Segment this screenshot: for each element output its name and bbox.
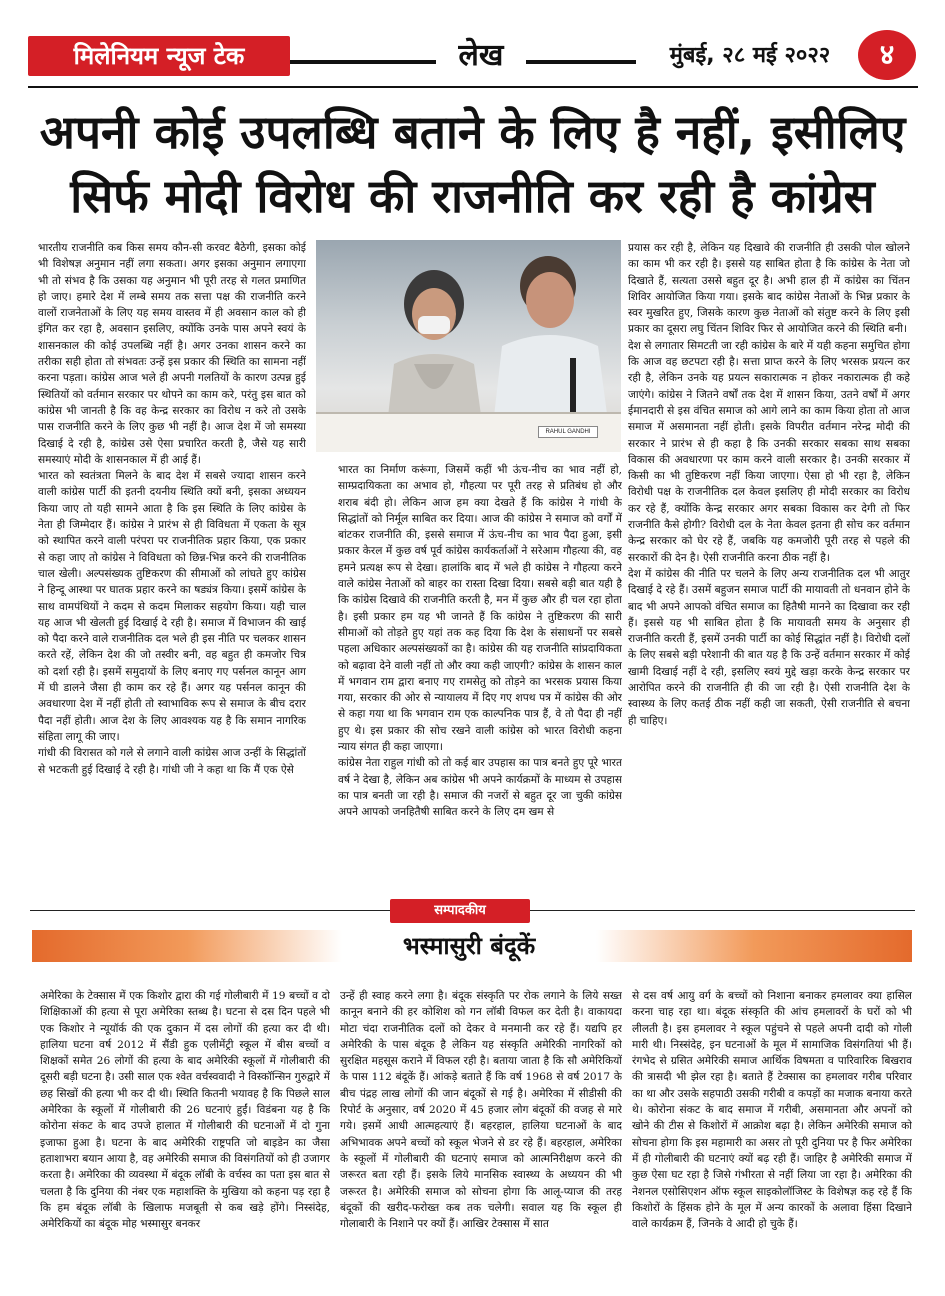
article-column-right	[628, 240, 910, 880]
paragraph: भारत का निर्माण करूंगा, जिसमें कहीं भी ऊंच-नीच का भाव नहीं हो, साम्प्रदायिकता का अभाव हो, गौहत्या पर पूरी तरह से प्रतिबंध हो और शराब बंदी हो। लेकिन आज हम क्या देखते हैं कि कांग्रेस ने गांधी के सिद्धांतों को निर्मूल साबित कर दिया। आज की कांग्रेस ने समाज को वर्गों में बांटकर राजनीति की, इससे समाज में ऊंच-नीच का भाव पैदा हुआ, इसी प्रकार केरल में कुछ वर्ष पूर्व कांग्रेस कार्यकर्ताओं ने सरेआम गौहत्या की, वह हमने प्रत्यक्ष रूप से देखा। हालांकि बाद में भले ही कांग्रेस ने गौहत्या करने वाले कांग्रेस नेताओं को बाहर का रास्ता दिखा दिया। सबसे बड़ी बात यही है कि कांग्रेस दिखावे की राजनीति करती है, मन में कुछ और ही चल रहा होता है। इसी प्रकार हम यह भी जानते हैं कि कांग्रेस ने तुष्टिकरण की सारी सीमाओं को तोड़ते हुए यहां तक कह दिया कि देश के संसाधनों पर सबसे पहला अधिकार अल्पसंख्यकों का है। कांग्रेस की यह राजनीति सांप्रदायिकता को बढ़ावा देने वाली नहीं तो और क्या कही जाएगी? कांग्रेस के शासन काल में भगवान राम द्वारा बनाए गए रामसेतु को तोड़ने का भरसक प्रयास किया गया, सरकार की ओर से न्यायालय में दिए गए शपथ पत्र में कांग्रेस की ओर से कहा गया था कि भगवान राम एक काल्पनिक पात्र हैं, वे तो पैदा ही नहीं हुए थे। इस प्रकार की सोच रखने वाली कांग्रेस को भारत विरोधी कहना न्याय संगत ही कहा जाएगा।	[338, 464, 622, 754]
section-label: लेख	[458, 38, 504, 73]
article-column-middle	[338, 462, 622, 894]
editorial-band-left	[32, 930, 342, 962]
article-headline	[20, 100, 925, 228]
editorial-tag: सम्पादकीय	[390, 899, 530, 923]
paragraph: प्रयास कर रही है, लेकिन यह दिखावे की राजनीति ही उसकी पोल खोलने का काम भी कर रही है। इससे यह साबित होता है कि कांग्रेस के नेता जो दिखाते हैं, सत्यता उससे बहुत दूर है। अभी हाल ही में कांग्रेस का चिंतन शिविर आयोजित किया गया। इसके बाद कांग्रेस नेताओं के भिन्न प्रकार के स्वर मुखरित हुए, जिसके कारण कुछ नेताओं को संतुष्ट करने के लिए इसी प्रकार का दूसरा लघु चिंतन शिविर फिर से आयोजित करने की स्थिति बनी।	[628, 242, 910, 336]
editorial-title: भस्मासुरी बंदूकें	[402, 932, 536, 960]
article-photo	[316, 240, 621, 452]
header-rule-right	[526, 60, 636, 64]
editorial-column-1: अमेरिका के टेक्सास में एक किशोर द्वारा की गई गोलीबारी में 19 बच्चों व दो शिक्षिकाओं की हत्या से पूरा अमेरिका स्तब्ध है। घटना से दस दिन पहले भी एक किशोर ने न्यूयॉर्क की एक दुकान में दस लोगों की हत्या कर दी थी। हालिया घटना वर्ष 2012 में सैंडी हुक एलीमेंट्री स्कूल में बीस बच्चों व शिक्षकों समेत 26 लोगों की हत्या के बाद अमेरिकी स्कूलों में गोलीबारी की दूसरी बड़ी घटना है। उसी साल एक श्वेत वर्चस्ववादी ने विस्कॉन्सिन गुरुद्वारे में छह सिखों की हत्या भी कर दी थी। स्थिति कितनी भयावह है कि पिछले साल अमेरिका के स्कूलों में गोलीबारी की 26 घटनाएं हुईं। विडंबना यह है कि कोरोना संकट के बाद उपजे हालात में गोलीबारी की घटनाओं में दो गुना इजाफा हुआ है। घटना के बाद अमेरिकी राष्ट्रपति जो बाइडेन का जैसा हताशाभरा बयान आया है, वह अमेरिकी समाज की विसंगतियों को ही उजागर करता है। अमेरिका की व्यवस्था में बंदूक लॉबी के वर्चस्व का पता इस बात से चलता है कि दुनिया की नंबर एक महाशक्ति के मुखिया को कहना पड़ रहा है कि हम बंदूक लॉबी के खिलाफ मजबूती से कब खड़े होंगे। निस्संदेह, अमेरिकियों का बंदूक मोह भस्मासुर बनकर	[40, 990, 330, 1231]
headline-line-1: अपनी कोई उपलब्धि बताने के लिए है नहीं, इसीलिए	[39, 105, 906, 159]
editorial-column-2: उन्हें ही स्वाह करने लगा है। बंदूक संस्कृति पर रोक लगाने के लिये सख्त कानून बनाने की हर कोशिश को गन लॉबी विफल कर देती है। वाकायदा मोटा चंदा राजनीतिक दलों को देकर वे मनमानी कर रहे हैं। यद्यपि हर अमेरिकी के पास बंदूक है लेकिन यह संस्कृति अमेरिकी नागरिकों को सुरक्षित महसूस कराने में विफल रही है। बताया जाता है कि सौ अमेरिकियों के पास 112 बंदूकें हैं। आंकड़े बताते हैं कि वर्ष 1968 से वर्ष 2017 के बीच पंद्रह लाख लोगों की जान बंदूकों से गई है। अमेरिका में सीडीसी की रिपोर्ट के अनुसार, वर्ष 2020 में 45 हजार लोग बंदूकों की वजह से मारे गये। इसमें आधी आत्महत्याएं हैं। बहरहाल, हालिया घटनाओं के बाद अभिभावक अपने बच्चों को स्कूल भेजने से डर रहे हैं। बहरहाल, अमेरिका के स्कूलों में गोलीबारी की घटनाएं समाज को आत्मनिरीक्षण करने की जरूरत बता रही हैं। इसके लिये मानसिक स्वास्थ्य के अध्ययन की भी जरूरत है। अमेरिकी समाज को सोचना होगा कि आलू-प्याज की तरह बंदूकों की खरीद-फरोख्त कब तक चलेगी। सवाल यह कि स्कूल ही गोलाबारी के निशाने पर क्यों हैं। आखिर टेक्सास में सात	[340, 990, 622, 1231]
paragraph: भारत को स्वतंत्रता मिलने के बाद देश में सबसे ज्यादा शासन करने वाली कांग्रेस पार्टी की इतनी दयनीय स्थिति क्यों बनी, इसका अध्ययन किया जाए तो यही सामने आता है कि इस स्थिति के लिए कांग्रेस के नेता ही जिम्मेदार हैं। कांग्रेस ने प्रारंभ से ही विविधता में एकता के सूत्र को स्थापित करने वाली परंपरा पर राजनीतिक प्रहार किया, एक प्रकार से कहा जाए तो कांग्रेस ने विविधता को छिन्न-भिन्न करने की राजनीतिक चाल खेली। अल्पसंख्यक तुष्टिकरण की सीमाओं को लांघते हुए कांग्रेस ने हिन्दू आस्था पर घातक प्रहार करने का षड्यंत्र किया। इसमें कांग्रेस के साथ वामपंथियों ने कदम से कदम मिलाकर सहयोग किया। यही चाल यह आज भी खेलती हुई दिखाई दे रही है। समाज में विभाजन की खाई को पैदा करने वाले राजनीतिक दल भले ही इस नीति पर चलकर शासन करते रहें, लेकिन देश की जो तस्वीर बनी, वह बहुत ही कमजोर चित्र को दर्शा रही है। इसमें समुदायों के लिए बनाए गए पर्सनल कानून आग में घी डालने जैसा ही काम कर रहे हैं। अगर यह पर्सनल कानून की अवधारणा देश में नहीं होती तो स्वाभाविक रूप से समाज के बीच दरार पैदा नहीं होती। आज देश के लिए आवश्यक यह है कि समान नागरिक संहिता लागू की जाए।	[38, 470, 306, 743]
paragraph: देश से लगातार सिमटती जा रही कांग्रेस के बारे में यही कहना समुचित होगा कि आज वह छटपटा रही है। सत्ता प्राप्त करने के लिए भरसक प्रयत्न कर रही है, लेकिन उनके यह प्रयत्न सकारात्मक न होकर नकारात्मक ही कहे जाएंगे। कांग्रेस ने जितने वर्षों तक देश में शासन किया, उतने वर्षों में अगर ईमानदारी से इस वंचित समाज को आगे लाने का काम किया होता तो आज समाज में असमानता नहीं होती। इसके विपरीत वर्तमान नरेन्द्र मोदी की सरकार ने प्रारंभ से ही कहा है कि उनकी सरकार सबका साथ सबका विकास की अवधारणा पर काम करने वाली सरकार है। उनकी सरकार में किसी का भी तुष्टिकरण नहीं किया जाएगा। ऐसा हो भी रहा है, लेकिन विरोधी पक्ष के राजनीतिक दल केवल इसलिए ही मोदी सरकार का विरोध कर रहे हैं, क्योंकि केन्द्र सरकार अगर सबका विकास कर देगी तो फिर राजनीति कैसे होगी? विरोधी दल के नेता केवल इतना ही सोच कर वर्तमान केन्द्र सरकार को घेर रहे हैं, जबकि यह कमजोरी पूरी तरह से पहले की सरकारों की देन है। ऐसी राजनीति करना ठीक नहीं है।	[628, 339, 910, 564]
paragraph: भारतीय राजनीति कब किस समय कौन-सी करवट बैठेगी, इसका कोई भी विशेषज्ञ अनुमान नहीं लगा सकता। अगर इसका अनुमान लगाएगा भी तो संभव है कि उसका यह अनुमान भी पूरी तरह से गलत प्रमाणित हो जाए। हमारे देश में लम्बे समय तक सत्ता पक्ष की राजनीति करने वालों राजनेताओं के लिए यह समय वास्तव में ही अवसान काल को ही इंगित कर रहा है, अवसान इसलिए, क्योंकि उनके पास अपने स्वयं के शासनकाल की कोई उपलब्धि नहीं है। अगर उनका शासन करने का तरीका सही होता तो संभवतः उन्हें इस प्रकार की स्थिति का सामना नहीं करना पड़ता। कांग्रेस आज भले ही अपनी गलतियों के कारण उत्पन्न हुई स्थितियों को वर्तमान सरकार पर थोपने का काम करे, परंतु इस बात को कांग्रेस भी जानती है कि वह केन्द्र सरकार का विरोध न करे तो उसके पास राजनीति करने के लिए कुछ भी नहीं है। आज देश में जो समस्या दिखाई दे रही है, कांग्रेस उसे ऐसा प्रचारित करती है, जैसे यह सारी समस्याएं मोदी के शासनकाल में ही आई हैं।	[38, 242, 306, 466]
editorial-band-right	[596, 930, 912, 962]
masthead-underline	[28, 86, 918, 88]
photo-nameplate: RAHUL GANDHI	[538, 426, 598, 438]
headline-line-2: सिर्फ मोदी विरोध की राजनीति कर रही है कांग्रेस	[70, 169, 875, 223]
paragraph: कांग्रेस नेता राहुल गांधी को तो कई बार उपहास का पात्र बनते हुए पूरे भारत वर्ष ने देखा है, लेकिन अब कांग्रेस भी अपने कार्यक्रमों के माध्यम से उपहास का पात्र बनती जा रही है। समाज की नजरों से बहुत दूर जा चुकी कांग्रेस अपने आपको जनहितैषी साबित करने के लिए दम खम से	[338, 757, 622, 819]
paragraph: गांधी की विरासत को गले से लगाने वाली कांग्रेस आज उन्हीं के सिद्धांतों से भटकती हुई दिखाई दे रही है। गांधी जी ने कहा था कि मैं एक ऐसे	[38, 747, 306, 776]
masthead	[28, 30, 918, 88]
dateline: मुंबई, २८ मई २०२२	[669, 43, 831, 68]
paragraph: देश में कांग्रेस की नीति पर चलने के लिए अन्य राजनीतिक दल भी आतुर दिखाई दे रहे हैं। उसमें बहुजन समाज पार्टी की मायावती तो धनवान होने के बाद भी अपने आपको वंचित समाज का हितैषी मानने का दिखावा कर रही हैं। इससे यह भी साबित होता है कि मायावती समय के अनुसार ही राजनीति करती हैं, इसमें उनकी पार्टी का कोई सिद्धांत नहीं है। विरोधी दलों के लिए सबसे बड़ी परेशानी की बात यह है कि उन्हें वर्तमान सरकार में कोई खामी दिखाई नहीं दे रही, इसलिए स्वयं मुद्दे खड़ा करके केन्द्र सरकार पर आरोपित करने की राजनीति ही की जा रही है। ऐसी राजनीति देश के स्वास्थ्य के लिए कतई ठीक नहीं कही जा सकती, ऐसी राजनीति से बचना ही चाहिए।	[628, 567, 910, 727]
article-column-left	[38, 240, 306, 870]
page-number-badge: ४	[858, 30, 916, 80]
editorial-column-3: से दस वर्ष आयु वर्ग के बच्चों को निशाना बनाकर हमलावर क्या हासिल करना चाह रहा था। बंदूक संस्कृति की आंच हमलावरों के घरों को भी लीलती है। इस हमलावर ने स्कूल पहुंचने से पहले अपनी दादी को गोली मारी थी। निस्संदेह, इन घटनाओं के मूल में सामाजिक विसंगतियां भी हैं। रंगभेद से ग्रसित अमेरिकी समाज आर्थिक विषमता व पारिवारिक बिखराव की त्रासदी भी झेल रहा है। बताते हैं टेक्सास का हमलावर गरीब परिवार का था और उसके सहपाठी उसकी गरीबी व कपड़ों का मजाक बनाया करते थे। कोरोना संकट के बाद समाज में गरीबी, असमानता और अपनों को खोने की टीस से किशोरों में आक्रोश बढ़ा है। लेकिन अमेरिकी समाज को सोचना होगा कि इस महामारी का असर तो पूरी दुनिया पर है फिर अमेरिका में ही गोलीबारी की घटनाएं क्यों बढ़ रही हैं। जाहिर है अमेरिकी समाज में कुछ ऐसा घट रहा है जिसे गंभीरता से नहीं लिया जा रहा है। अमेरिका की नेशनल एसोसिएशन ऑफ स्कूल साइकोलॉजिस्ट के विशेषज्ञ कह रहे हैं कि किशोरों के हिंसक होने के मूल में अन्य कारकों के अलावा हिंसा दिखाने वाले कार्यक्रम हैं, जिनके वे आदी हो चुके हैं।	[632, 990, 912, 1231]
newspaper-brand: मिलेनियम न्यूज टेक	[28, 36, 290, 76]
header-rule-left	[290, 60, 436, 64]
